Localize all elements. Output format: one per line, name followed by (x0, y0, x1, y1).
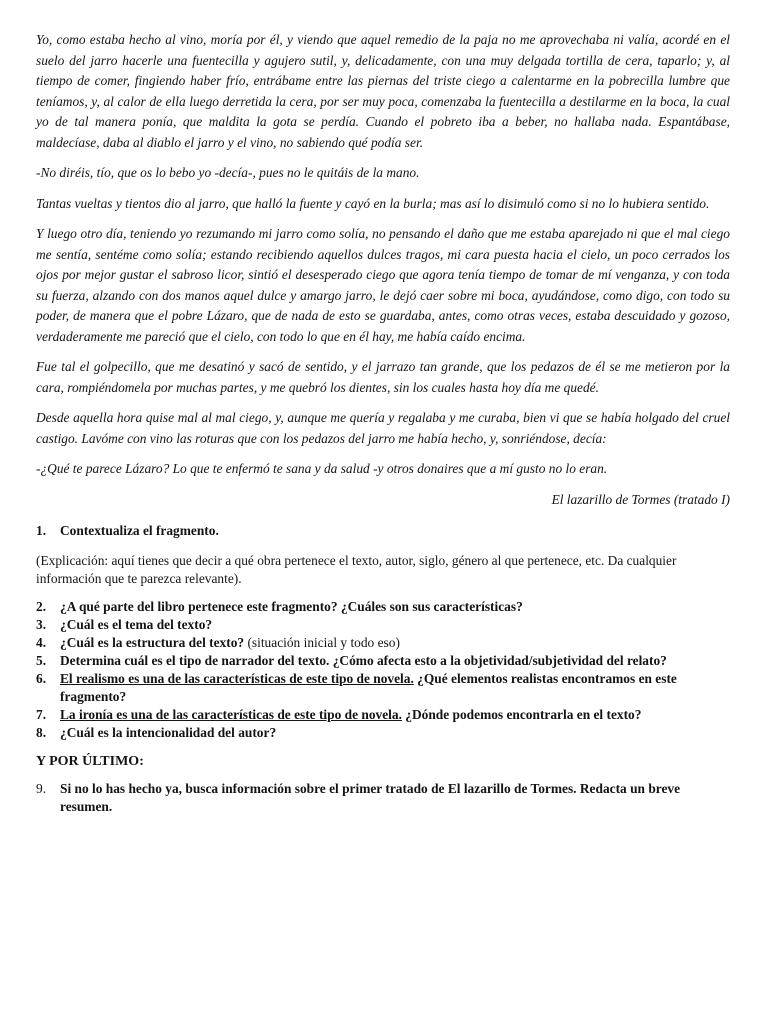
question-number: 3. (36, 616, 47, 632)
question-text: ¿Qué elementos realistas encontramos en este fragmento? (60, 670, 677, 704)
passage-paragraph-4: Y luego otro día, teniendo yo rezumando mi jarro como solía, no pensando el daño que me estaba aparejado ni que el mal ciego me sentía, sentéme como solía; estando recibiendo aquellos dulces tragos, mi cara puesta hacia el cielo, un poco cerrados los ojos por mejor gustar el sabroso licor, sintió el desesperado ciego que agora tenía tiempo de tomar de mí venganza, y con toda su fuerza, alzando con dos manos aquel dulce y amargo jarro, le dejó caer sobre mi boca, ayudándose, como digo, con todo su poder, de manera que el pobre Lázaro, que de nada de esto se guardaba, antes, como otras veces, estaba descuidado y gozoso, verdaderamente me pareció que el cielo, con todo lo que en él hay, me había caído encima. (36, 226, 730, 344)
question-4 (36, 634, 730, 652)
question-number: 1. (36, 522, 47, 538)
question-9 (36, 780, 730, 816)
question-number: 5. (36, 652, 47, 668)
question-text: ¿Cuál es la intencionalidad del autor? (60, 724, 277, 740)
question-underlined-statement: La ironía es una de las características de este tipo de novela. (60, 706, 402, 722)
question-text-wrapper (60, 634, 730, 652)
question-text: ¿Cuál es la estructura del texto? (60, 634, 245, 650)
passage-paragraph-1: Yo, como estaba hecho al vino, moría por él, y viendo que aquel remedio de la paja no me aprovechaba ni valía, acordé en el suelo del jarro hacerle una fuentecilla y agujero sutil, y, delicadamente, con una muy delgada tortilla de cera, taparlo; y, al tiempo de comer, fingiendo haber frío, entrábame entre las piernas del triste ciego a calentarme en la pobrecilla lumbre que teníamos, y, al calor de ella luego derretida la cera, por ser muy poca, comenzaba la fuentecilla a destilarme en la boca, la cual yo de tal manera ponía, que maldita la gota se perdía. Cuando el pobreto iba a beber, no hallaba nada. Espantábase, maldecíase, daba al diablo el jarro y el vino, no sabiendo qué podía ser. (36, 32, 730, 150)
source-citation: El lazarillo de Tormes (tratado I) (551, 491, 730, 507)
question-8 (36, 724, 730, 742)
question-underlined-statement: El realismo es una de las características de este tipo de novela. (60, 670, 414, 686)
question-number: 7. (36, 706, 47, 722)
question-2 (36, 598, 730, 616)
question-number: 8. (36, 724, 47, 740)
question-note: (situación inicial y todo eso) (244, 634, 400, 650)
question-5 (36, 652, 730, 670)
question-text: Si no lo has hecho ya, busca información sobre el primer tratado de El lazarillo de Tormes. Redacta un breve resumen. (60, 780, 681, 814)
question-text: ¿Dónde podemos encontrarla en el texto? (401, 706, 642, 722)
passage-paragraph-7: -¿Qué te parece Lázaro? Lo que te enfermó te sana y da salud -y otros donaires que a mí gusto no lo eran. (36, 461, 608, 476)
passage-paragraph-2: -No diréis, tío, que os lo bebo yo -decía-, pues no le quitáis de la mano. (36, 165, 420, 180)
question-3 (36, 616, 730, 634)
question-text: Determina cuál es el tipo de narrador del texto. ¿Cómo afecta esto a la objetividad/subjetividad del relato? (60, 652, 667, 668)
question-number: 2. (36, 598, 47, 614)
section-heading: Y POR ÚLTIMO: (36, 753, 144, 769)
question-number: 6. (36, 670, 47, 686)
question-list (36, 598, 730, 742)
question-number: 9. (36, 780, 47, 796)
question-text: Contextualiza el fragmento. (60, 522, 219, 538)
passage-paragraph-5: Fue tal el golpecillo, que me desatinó y sacó de sentido, y el jarrazo tan grande, que los pedazos de él se me metieron por la cara, rompiéndomela por muchas partes, y me quebró los dientes, sin los cuales hasta hoy día me quedé. (36, 359, 730, 395)
question-6 (36, 670, 730, 706)
question-text-wrapper (60, 670, 730, 706)
explanation-note: (Explicación: aquí tienes que decir a qué obra pertenece el texto, autor, siglo, género al que pertenece, etc. Da cualquier información que te parezca relevante). (36, 552, 677, 586)
passage-paragraph-3: Tantas vueltas y tientos dio al jarro, que halló la fuente y cayó en la burla; mas así lo disimuló como si no lo hubiera sentido. (36, 195, 710, 211)
question-text: ¿A qué parte del libro pertenece este fragmento? ¿Cuáles son sus características? (60, 598, 523, 614)
text-passage (36, 30, 730, 480)
question-text: ¿Cuál es el tema del texto? (60, 616, 213, 632)
question-number: 4. (36, 634, 47, 650)
question-7 (36, 706, 730, 724)
question-text-wrapper (60, 706, 730, 724)
passage-paragraph-6: Desde aquella hora quise mal al mal ciego, y, aunque me quería y regalaba y me curaba, bien vi que se había holgado del cruel castigo. Lavóme con vino las roturas que con los pedazos del jarro me había hecho, y, sonriéndose, decía: (36, 410, 730, 446)
question-1 (36, 522, 730, 540)
